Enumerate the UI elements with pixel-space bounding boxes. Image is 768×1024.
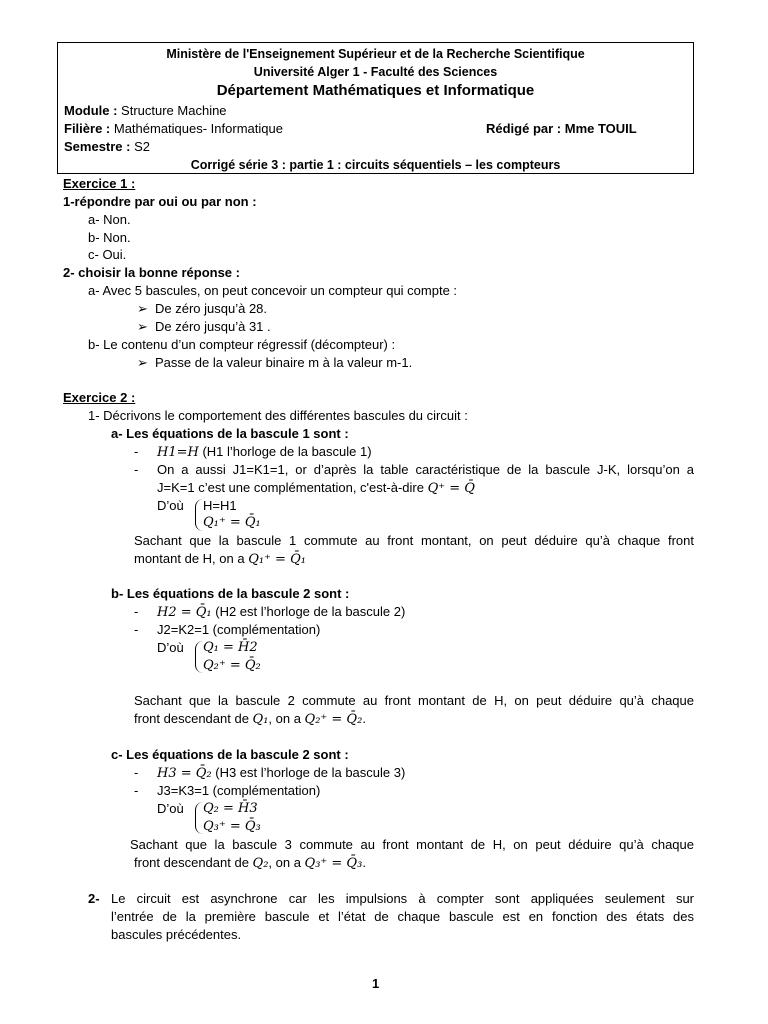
equation: Q₂⁺ = Q̄₂ — [304, 712, 363, 727]
ex1-question-2: 2- choisir la bonne réponse : — [63, 265, 240, 280]
system-eq-2: Q₁⁺ = Q̄₁ — [203, 515, 261, 530]
text: , on a — [268, 711, 305, 726]
text: front descendant de — [134, 855, 253, 870]
option-text: De zéro jusqu’à 28. — [155, 301, 268, 316]
ex1-question-1: 1-répondre par oui ou par non : — [63, 194, 257, 209]
equation: H1=H — [157, 445, 199, 460]
equation: Q₂ — [252, 856, 269, 871]
ex2-question-1: 1- Décrivons le comportement des différentes bascules du circuit : — [88, 408, 468, 423]
ex1-q2-a: a- Avec 5 bascules, on peut concevoir un compteur qui compte : — [88, 283, 458, 298]
paragraph-line: Le circuit est asynchrone car les impulsions à compter sont appliquées seulement sur — [111, 891, 694, 906]
document-subtitle: Corrigé série 3 : partie 1 : circuits séquentiels – les compteurs — [190, 158, 561, 172]
system-eq-1: Q₂ = H̄3 — [203, 801, 258, 816]
ex1-answer-c: c- Oui. — [88, 247, 127, 262]
filiere-row — [64, 120, 687, 138]
text: . — [362, 711, 366, 726]
dou-label: D’où — [157, 640, 184, 655]
equation: Q₁⁺ = Q̄₁ — [248, 552, 306, 567]
bascule3-clock-line — [157, 764, 405, 783]
filiere-label: Filière : — [64, 121, 111, 136]
section-c-title: c- Les équations de la bascule 2 sont : — [111, 747, 349, 762]
bascule1-jk-line: On a aussi J1=K1=1, or d’après la table caractéristique de la bascule J-K, lorsqu’on a — [157, 462, 694, 477]
option-text: Passe de la valeur binaire m à la valeur m-1. — [155, 355, 413, 370]
arrow-bullet-icon: ➢ — [137, 355, 148, 370]
option-text: De zéro jusqu’à 31 . — [155, 319, 271, 334]
option-item — [137, 300, 267, 318]
paragraph-line: Sachant que la bascule 3 commute au front montant de H, on peut déduire qu’à chaque — [130, 837, 694, 852]
text: J=K=1 c’est une complémentation, c'est-à-dire — [157, 480, 428, 495]
option-item — [137, 354, 412, 372]
ex2-question-2-number: 2- — [88, 891, 100, 906]
university: Université Alger 1 - Faculté des Sciences — [253, 65, 498, 79]
ex1-answer-b: b- Non. — [88, 230, 131, 245]
exercise-2-title: Exercice 2 : — [63, 390, 136, 405]
text: (H1 l’horloge de la bascule 1) — [198, 444, 372, 459]
equation: Q⁺ = Q̄ — [427, 481, 475, 496]
text: , on a — [268, 855, 305, 870]
option-item — [137, 318, 271, 336]
equation: H3 = Q̄₂ — [157, 766, 212, 781]
section-b-title: b- Les équations de la bascule 2 sont : — [111, 586, 350, 601]
semestre-label: Semestre : — [64, 139, 131, 154]
exercise-1-title: Exercice 1 : — [63, 176, 136, 191]
system-eq-1: H=H1 — [203, 498, 237, 513]
module-value: Structure Machine — [117, 103, 227, 118]
ministry: Ministère de l'Enseignement Supérieur et de la Recherche Scientifique — [166, 47, 585, 61]
equation: Q₃⁺ = Q̄₃ — [304, 856, 363, 871]
bascule1-clock-line — [157, 443, 372, 462]
paragraph-line — [134, 550, 306, 569]
department: Département Mathématiques et Informatique — [216, 82, 535, 99]
bascule2-jk-line: J2=K2=1 (complémentation) — [157, 622, 321, 637]
dou-label: D’où — [157, 498, 184, 513]
dou-label: D’où — [157, 801, 184, 816]
system-eq-1: Q₁ = H̄2 — [203, 640, 258, 655]
ex1-q2-b: b- Le contenu d’un compteur régressif (décompteur) : — [88, 337, 396, 352]
text: montant de H, on a — [134, 551, 249, 566]
section-a-title: a- Les équations de la bascule 1 sont : — [111, 426, 349, 441]
system-eq-2: Q₃⁺ = Q̄₃ — [203, 819, 261, 834]
dash: - — [134, 622, 139, 637]
module-label: Module : — [64, 103, 118, 118]
dash: - — [134, 783, 139, 798]
filiere-value: Mathématiques- Informatique — [110, 121, 283, 136]
equation: H2 = Q̄₁ — [157, 605, 212, 620]
bascule2-clock-line — [157, 603, 405, 622]
paragraph-line: Sachant que la bascule 2 commute au front montant de H, on peut déduire qu’à chaque — [134, 693, 694, 708]
semestre-row — [64, 138, 687, 156]
paragraph-line — [134, 710, 366, 729]
paragraph-line: Sachant que la bascule 1 commute au front montant, on peut déduire qu’à chaque front — [134, 533, 694, 548]
text: (H3 est l’horloge de la bascule 3) — [211, 765, 406, 780]
ex1-answer-a: a- Non. — [88, 212, 131, 227]
arrow-bullet-icon: ➢ — [137, 319, 148, 334]
paragraph-line — [134, 854, 366, 873]
text: . — [362, 855, 366, 870]
page-number: 1 — [372, 976, 380, 991]
dash: - — [134, 462, 139, 477]
paragraph-line: l’entrée de la première bascule et l’état de chaque bascule est en fonction des états des — [111, 909, 694, 924]
header-box — [57, 42, 694, 174]
paragraph-line: bascules précédentes. — [111, 927, 242, 942]
dash: - — [134, 444, 139, 459]
text: front descendant de — [134, 711, 253, 726]
system-eq-2: Q₂⁺ = Q̄₂ — [203, 658, 261, 673]
module-row — [64, 102, 687, 120]
author: Rédigé par : Mme TOUIL — [486, 121, 637, 136]
dash: - — [134, 604, 139, 619]
arrow-bullet-icon: ➢ — [137, 301, 148, 316]
bascule1-complement-line — [157, 479, 475, 498]
equation: Q₁ — [252, 712, 269, 727]
dash: - — [134, 765, 139, 780]
bascule3-jk-line: J3=K3=1 (complémentation) — [157, 783, 321, 798]
text: (H2 est l’horloge de la bascule 2) — [211, 604, 406, 619]
semestre-value: S2 — [130, 139, 150, 154]
